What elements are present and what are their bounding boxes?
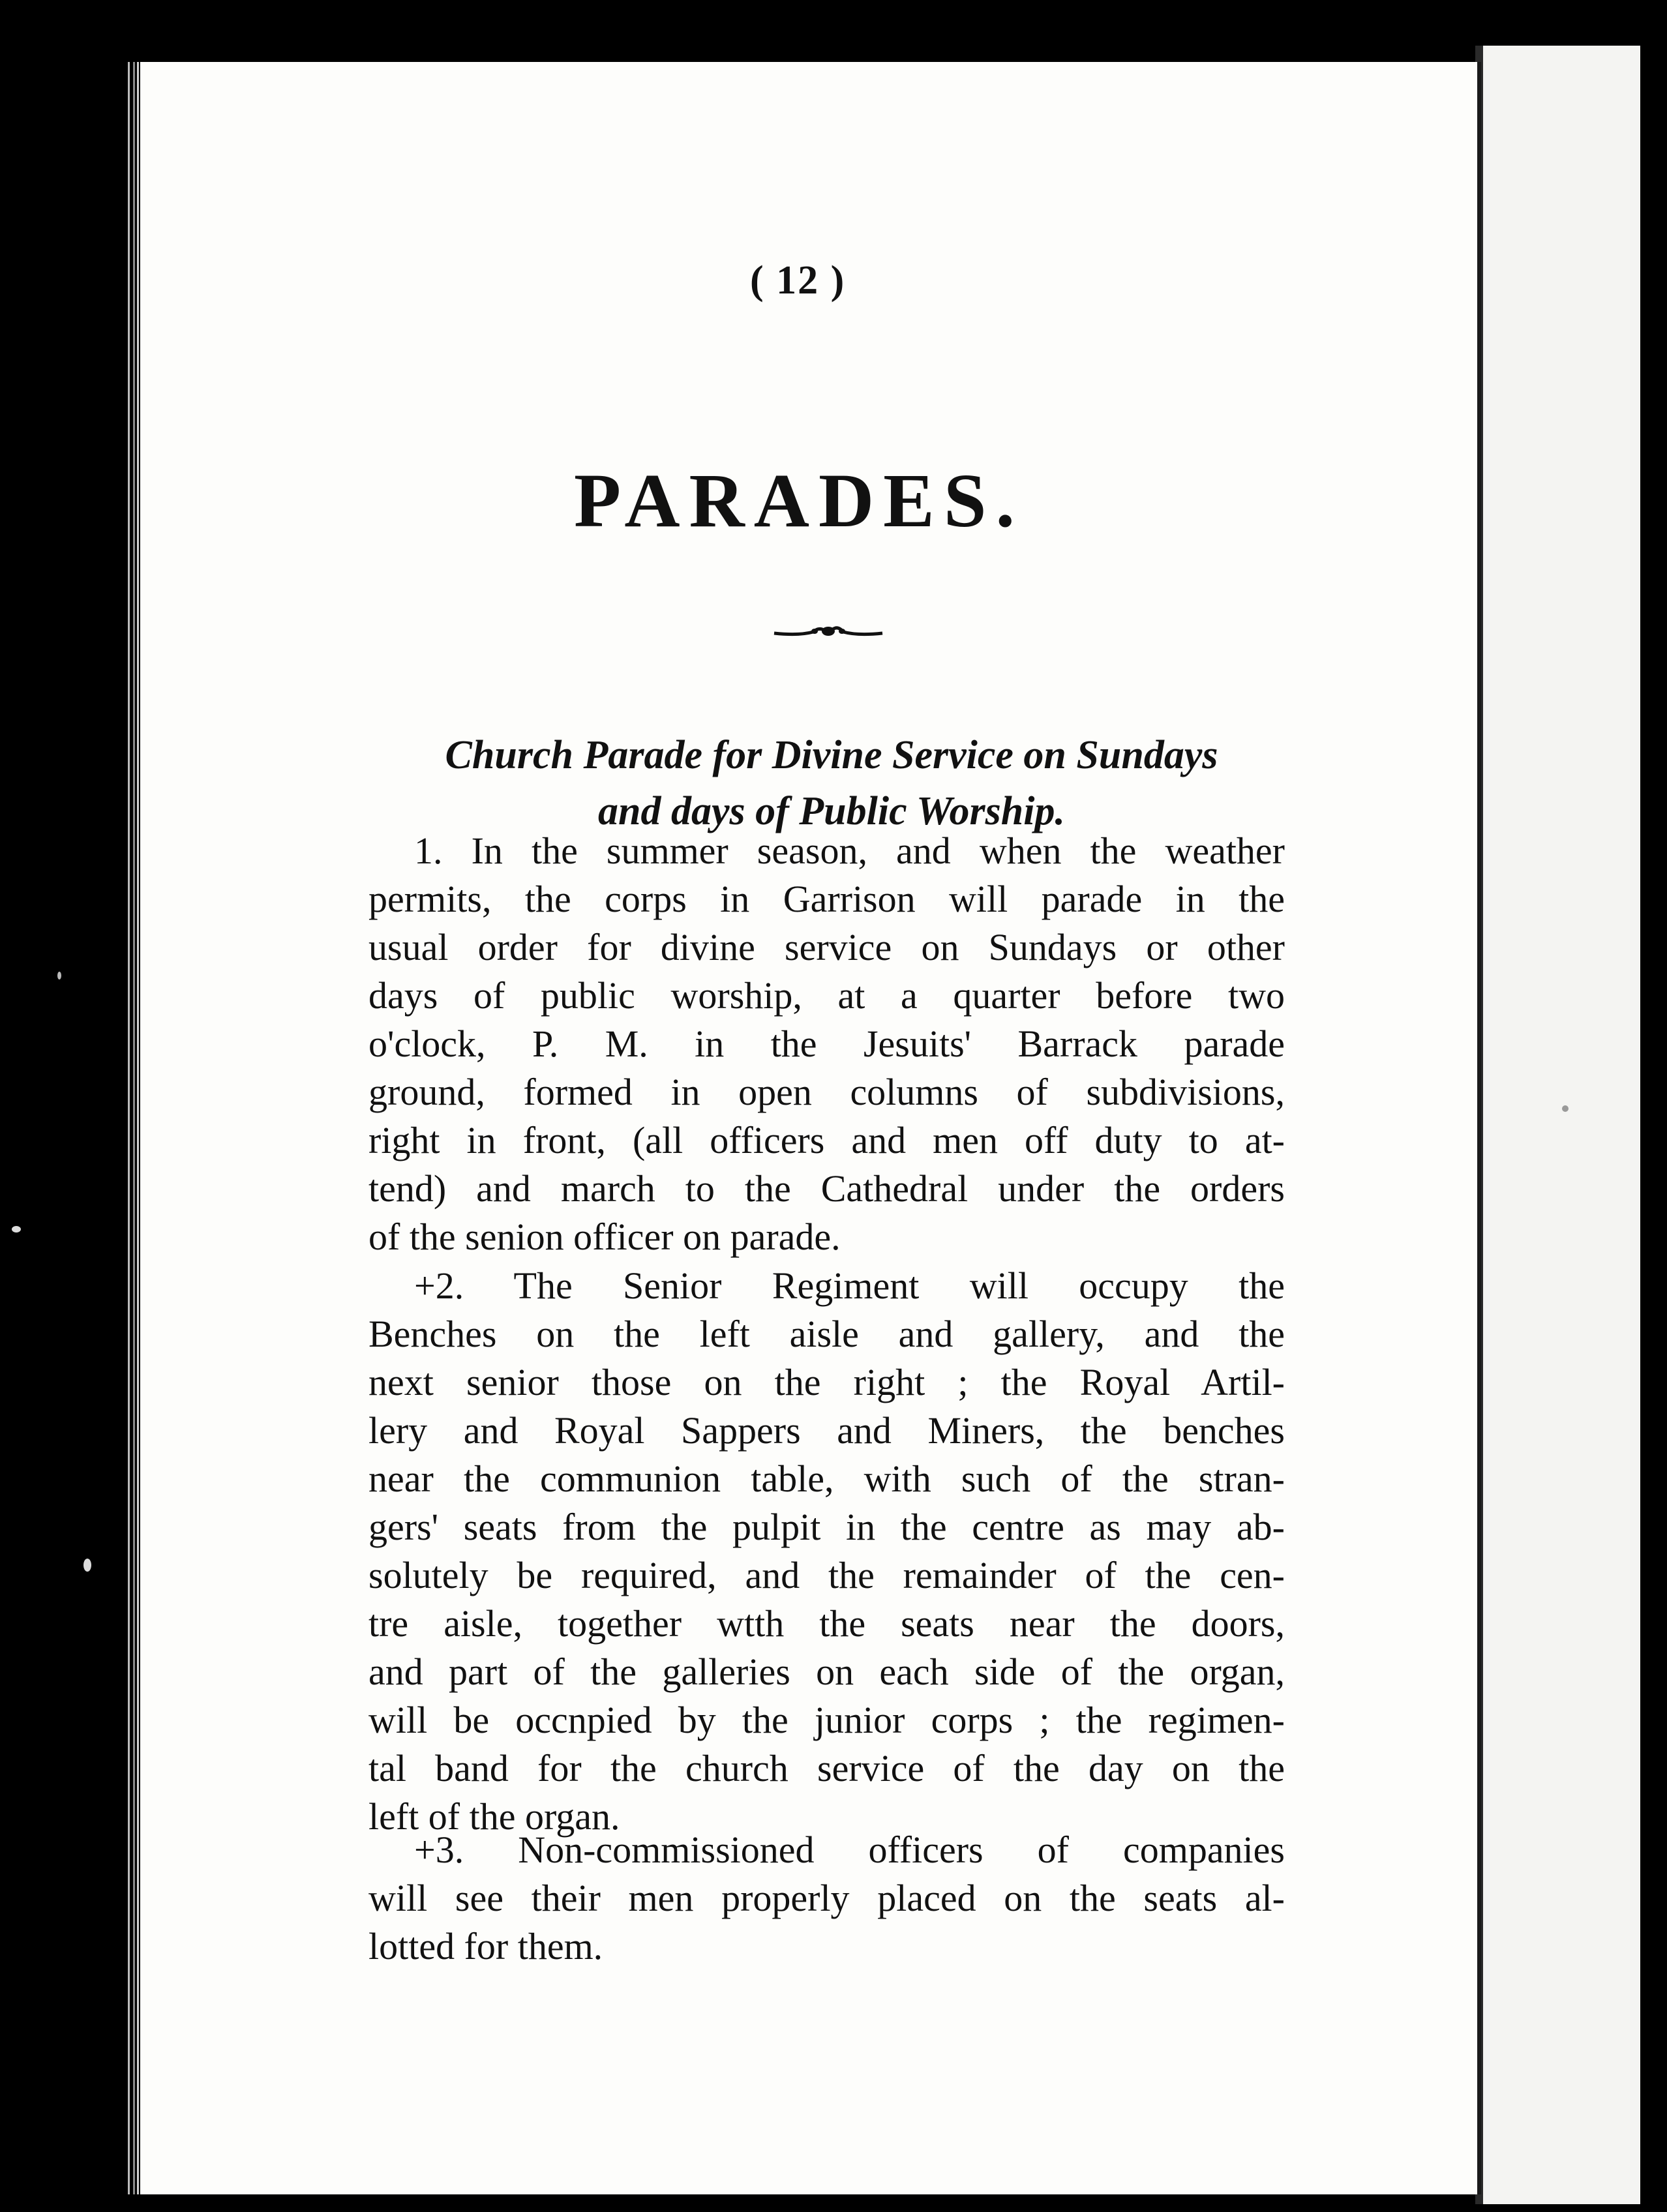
paragraph-line: days of public worship, at a quarter before two (368, 974, 1285, 1017)
paragraph-1 (368, 827, 1285, 1261)
facing-page-edge (1480, 46, 1640, 2204)
paragraph-line: left of the organ. (368, 1795, 620, 1838)
paragraph-line: next senior those on the right ; the Royal Artil- (368, 1361, 1285, 1403)
ornament-rule-icon (773, 623, 884, 642)
paragraph-line: tal band for the church service of the day on the (368, 1747, 1285, 1789)
paragraph-2 (368, 1262, 1285, 1841)
paragraph-line: Benches on the left aisle and gallery, and the (368, 1313, 1285, 1355)
subheading-line: Church Parade for Divine Service on Sundays (445, 733, 1218, 777)
page-edge-line (137, 62, 139, 2194)
paragraph-line: lery and Royal Sappers and Miners, the benches (368, 1409, 1285, 1452)
paragraph-line: tre aisle, together wtth the seats near the doors, (368, 1602, 1285, 1645)
page-number: ( 12 ) (750, 258, 846, 303)
paragraph-line: solutely be required, and the remainder of the cen- (368, 1554, 1285, 1596)
paragraph-line: lotted for them. (368, 1925, 603, 1967)
paragraph-line: gers' seats from the pulpit in the centre as may ab- (368, 1506, 1285, 1548)
paragraph-line: will be occnpied by the junior corps ; the regimen- (368, 1699, 1285, 1741)
paragraph-line: permits, the corps in Garrison will parade in the (368, 878, 1285, 920)
dust-speck (83, 1559, 91, 1572)
paragraph-line: +2. The Senior Regiment will occupy the (414, 1264, 1285, 1307)
paragraph-line: will see their men properly placed on the seats al- (368, 1877, 1285, 1919)
paragraph-line: right in front, (all officers and men off duty to at- (368, 1119, 1285, 1161)
page-edge-line (128, 62, 130, 2194)
paragraph-line: near the communion table, with such of the stran- (368, 1457, 1285, 1500)
paragraph-line: usual order for divine service on Sundays or other (368, 926, 1285, 968)
dust-speck (12, 1226, 21, 1233)
dust-speck (57, 972, 61, 979)
subheading (362, 727, 1301, 839)
page-edge-line (133, 62, 135, 2194)
paragraph-line: and part of the galleries on each side of the organ, (368, 1651, 1285, 1693)
dust-speck (1562, 1105, 1569, 1112)
subheading-line: and days of Public Worship. (598, 789, 1065, 833)
paragraph-3 (368, 1826, 1285, 1971)
paragraph-line: o'clock, P. M. in the Jesuits' Barrack parade (368, 1023, 1285, 1065)
paragraph-line: tend) and march to the Cathedral under the orders (368, 1167, 1285, 1210)
paragraph-line: +3. Non-commissioned officers of companies (414, 1829, 1285, 1871)
paragraph-line: ground, formed in open columns of subdivisions, (368, 1071, 1285, 1113)
section-heading: PARADES. (574, 458, 1025, 543)
paragraph-line: of the senion officer on parade. (368, 1216, 841, 1258)
paragraph-line: 1. In the summer season, and when the weather (414, 830, 1285, 872)
